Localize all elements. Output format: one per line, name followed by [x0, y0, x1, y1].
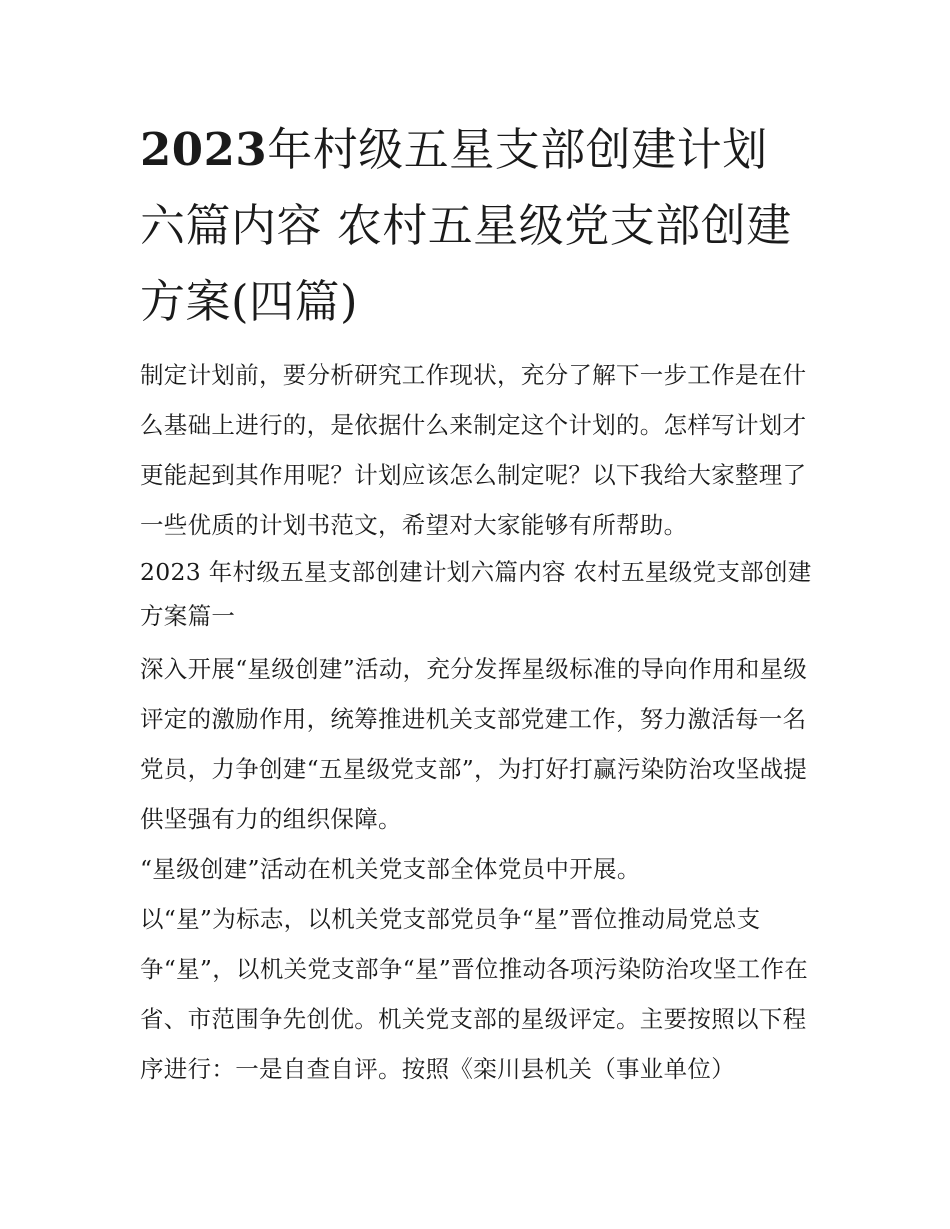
title-text: 年村级五星支部创建计划六篇内容 农村五星级党支部创建方案(四篇) [140, 123, 792, 328]
title-year: 2023 [140, 123, 268, 176]
body-paragraph-2: “星级创建”活动在机关党支部全体党员中开展。 [140, 855, 641, 883]
document-title [140, 112, 812, 340]
section-heading: 2023 年村级五星支部创建计划六篇内容 农村五星级党支部创建方案篇一 [140, 558, 812, 630]
body-paragraph-3: 以“星”为标志，以机关党支部党员争“星”晋位推动局党总支 [140, 905, 761, 933]
body-paragraph-4: 争“星”，以机关党支部争“星”晋位推动各项污染防治攻坚工作在省、市范围争先创优。机关党支部的星级评定。主要按照以下程序进行：一是自查自评。按照《栾川县机关（事业单位） [140, 955, 809, 1083]
intro-paragraph: 制定计划前，要分析研究工作现状，充分了解下一步工作是在什么基础上进行的，是依据什么来制定这个计划的。怎样写计划才更能起到其作用呢？计划应该怎么制定呢？以下我给大家整理了一些优质的计划书范文，希望对大家能够有所帮助。 [140, 361, 807, 539]
document-body [140, 350, 812, 1094]
document-page [140, 112, 812, 1094]
body-paragraph-1: 深入开展“星级创建”活动，充分发挥星级标准的导向作用和星级评定的激励作用，统筹推进机关支部党建工作，努力激活每一名党员，力争创建“五星级党支部”，为打好打赢污染防治攻坚战提供坚强有力的组织保障。 [140, 655, 808, 833]
